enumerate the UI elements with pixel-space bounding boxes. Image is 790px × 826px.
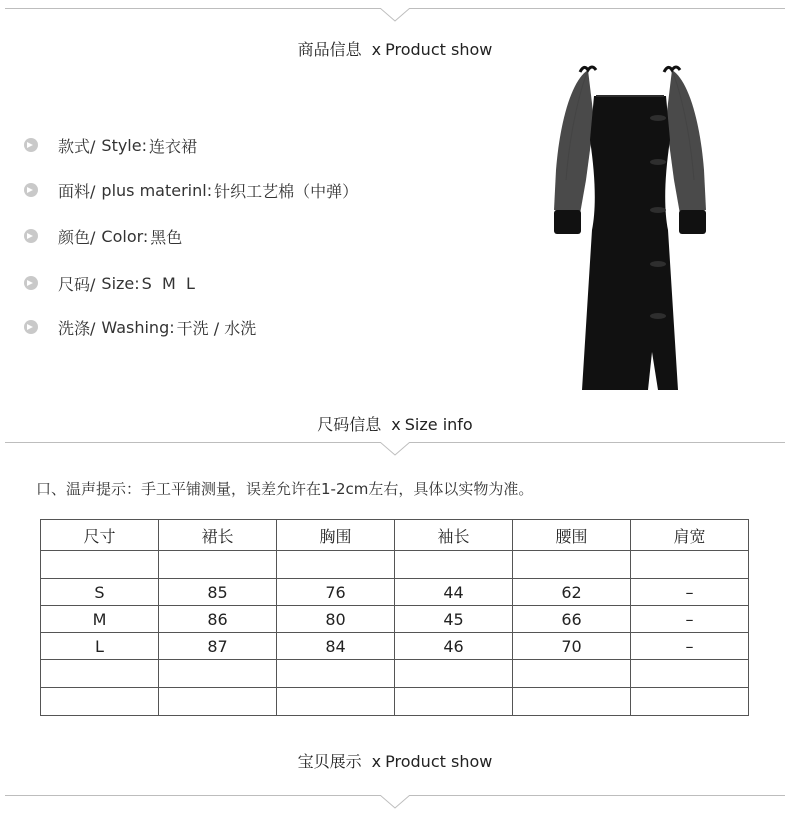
dress-product-image	[550, 60, 710, 400]
table-cell: M	[41, 606, 159, 633]
spec-item-color	[24, 226, 182, 246]
table-row	[41, 579, 749, 606]
spec-label-en: Washing:	[101, 317, 175, 337]
table-cell: L	[41, 633, 159, 660]
table-row	[41, 688, 749, 716]
middle-notch-icon	[380, 442, 410, 456]
table-header-cell: 裙长	[159, 520, 277, 551]
showcase-title-en: Product show	[385, 752, 493, 771]
product-info-title-x: x	[371, 40, 382, 59]
table-cell: 45	[395, 606, 513, 633]
bottom-notch-icon	[380, 795, 410, 809]
spec-value: 连衣裙	[148, 136, 197, 156]
spec-value: 干洗 / 水洗	[176, 318, 257, 338]
top-notch-icon	[380, 8, 410, 22]
table-header-row	[41, 520, 749, 551]
spec-item-size	[24, 273, 195, 293]
product-info-title-en: Product show	[385, 40, 493, 59]
table-cell: 46	[395, 633, 513, 660]
size-info-title-x: x	[391, 415, 401, 434]
table-header-cell: 尺寸	[41, 520, 159, 551]
table-header-cell: 胸围	[277, 520, 395, 551]
table-cell: 86	[159, 606, 277, 633]
table-cell: 66	[513, 606, 631, 633]
table-row	[41, 660, 749, 688]
showcase-title-x: x	[371, 752, 382, 771]
spec-value: S M L	[141, 273, 195, 293]
table-cell: S	[41, 579, 159, 606]
spec-item-washing	[24, 317, 256, 337]
spec-label-zh: 洗涤/	[58, 318, 96, 338]
table-cell: –	[631, 606, 749, 633]
table-cell: 76	[277, 579, 395, 606]
table-cell: 70	[513, 633, 631, 660]
size-info-title-en: Size info	[404, 415, 473, 434]
spec-item-material	[24, 180, 358, 200]
table-cell: –	[631, 633, 749, 660]
table-cell: –	[631, 579, 749, 606]
table-cell: 62	[513, 579, 631, 606]
spec-label-zh: 款式/	[58, 136, 96, 156]
spec-label-en: plus materinl:	[101, 180, 213, 200]
table-cell: 87	[159, 633, 277, 660]
spec-label-zh: 面料/	[58, 181, 96, 201]
table-row	[41, 606, 749, 633]
spec-label-en: Style:	[101, 135, 147, 155]
table-cell: 44	[395, 579, 513, 606]
table-cell: 80	[277, 606, 395, 633]
bullet-arrow-icon	[24, 229, 38, 243]
showcase-title-zh: 宝贝展示	[297, 752, 362, 771]
bullet-arrow-icon	[24, 276, 38, 290]
table-cell: 85	[159, 579, 277, 606]
table-cell: 84	[277, 633, 395, 660]
size-info-title	[0, 412, 790, 435]
table-header-cell: 袖长	[395, 520, 513, 551]
table-header-cell: 肩宽	[631, 520, 749, 551]
spec-label-zh: 颜色/	[58, 227, 96, 247]
spec-label-en: Color:	[101, 226, 149, 246]
size-table	[40, 519, 749, 716]
table-row	[41, 551, 749, 579]
spec-value: 黑色	[150, 227, 183, 247]
spec-label-zh: 尺码/	[58, 274, 96, 294]
product-info-title-zh: 商品信息	[297, 40, 362, 59]
bullet-arrow-icon	[24, 320, 38, 334]
table-row	[41, 633, 749, 660]
table-header-cell: 腰围	[513, 520, 631, 551]
measurement-note: 口、温声提示：手工平铺测量，误差允许在1-2cm左右，具体以实物为准。	[36, 480, 534, 498]
spec-item-style	[24, 135, 197, 155]
bullet-arrow-icon	[24, 138, 38, 152]
spec-label-en: Size:	[101, 273, 140, 293]
size-info-title-zh: 尺码信息	[317, 415, 382, 434]
bullet-arrow-icon	[24, 183, 38, 197]
showcase-title	[0, 749, 790, 772]
product-info-title	[0, 37, 790, 60]
spec-value: 针织工艺棉（中弹）	[214, 181, 359, 201]
